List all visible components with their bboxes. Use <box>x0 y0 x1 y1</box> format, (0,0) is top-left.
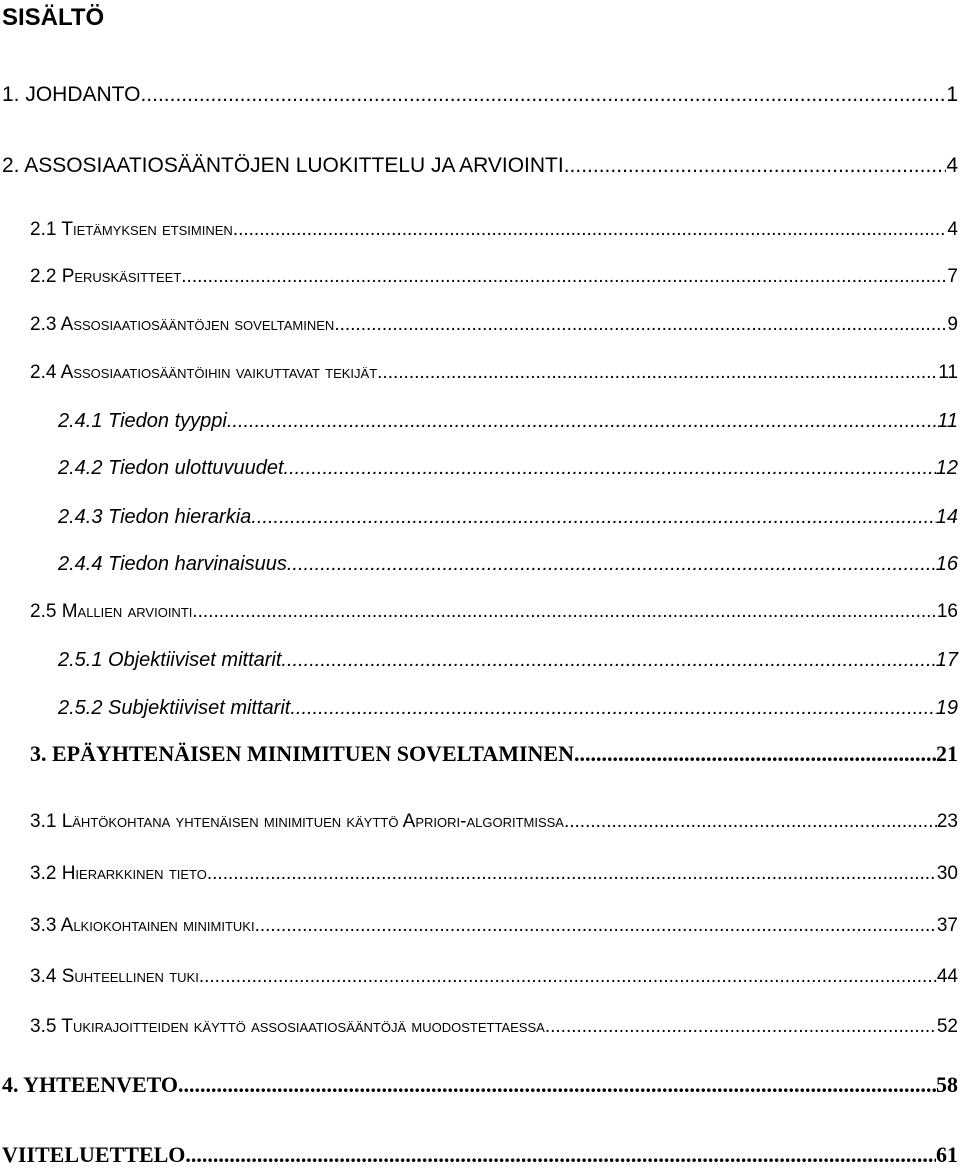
toc-entry-tukirajoitteet[interactable] <box>30 1012 958 1042</box>
toc-leader-dots <box>192 597 936 627</box>
toc-leader-dots <box>181 262 947 292</box>
toc-leader-dots <box>564 151 947 181</box>
toc-leader-dots <box>233 215 948 245</box>
toc-entry-page: 37 <box>936 915 958 936</box>
toc-entry-page: 17 <box>935 649 958 671</box>
toc-entry-page: 9 <box>947 314 958 335</box>
toc-entry-page: 1 <box>946 83 958 106</box>
toc-entry-title: VIITELUETTELO <box>2 1142 186 1167</box>
toc-entry-tietamyksen-etsiminen[interactable] <box>30 215 958 245</box>
toc-entry-title: 2.5.2 Subjektiiviset mittarit <box>58 697 291 719</box>
toc-entry-page: 4 <box>946 154 958 177</box>
toc-entry-page: 52 <box>936 1016 958 1037</box>
toc-entry-page: 58 <box>936 1072 958 1097</box>
toc-entry-suhteellinen-tuki[interactable] <box>30 962 958 992</box>
toc-entry-tiedon-harvinaisuus[interactable] <box>58 549 958 579</box>
toc-entry-apriori[interactable] <box>30 807 958 837</box>
toc-entry-title: 3.2 Hierarkkinen tieto <box>30 863 207 884</box>
toc-entry-page: 16 <box>935 553 958 575</box>
toc-entry-page: 21 <box>936 741 958 766</box>
toc-entry-title: 2.1 Tietämyksen etsiminen <box>30 219 233 240</box>
toc-entry-yhteenveto[interactable] <box>2 1070 958 1100</box>
toc-entry-page: 11 <box>937 410 958 432</box>
toc-entry-mallien-arviointi[interactable] <box>30 597 958 627</box>
toc-entry-title: 1. JOHDANTO <box>2 83 141 106</box>
toc-leader-dots <box>251 502 935 532</box>
toc-leader-dots <box>281 645 935 675</box>
toc-entry-alkiokohtainen-minimituki[interactable] <box>30 911 958 941</box>
toc-entry-page: 14 <box>935 506 958 528</box>
toc-entry-title: 2. ASSOSIAATIOSÄÄNTÖJEN LUOKITTELU JA ARVIOINTI <box>2 154 564 177</box>
toc-leader-dots <box>564 807 937 837</box>
toc-entry-title: 3.1 Lähtökohtana yhtenäisen minimituen käyttö Apriori-algoritmissa <box>30 811 564 832</box>
toc-entry-tiedon-hierarkia[interactable] <box>58 502 958 532</box>
toc-entry-title: 3. EPÄYHTENÄISEN MINIMITUEN SOVELTAMINEN <box>30 741 574 766</box>
toc-entry-viiteluettelo[interactable] <box>2 1140 958 1170</box>
toc-entry-title: 2.5 Mallien arviointi <box>30 601 193 622</box>
toc-entry-title: 2.5.1 Objektiiviset mittarit <box>58 649 282 671</box>
toc-entry-page: 11 <box>938 362 958 383</box>
toc-leader-dots <box>545 1012 937 1042</box>
toc-leader-dots <box>574 739 936 769</box>
toc-entry-title: 3.3 Alkiokohtainen minimituki <box>30 915 255 936</box>
toc-leader-dots <box>178 1070 936 1100</box>
toc-leader-dots <box>255 911 937 941</box>
toc-entry-title: 2.4.2 Tiedon ulottuvuudet <box>58 457 284 479</box>
toc-entry-hierarkkinen-tieto[interactable] <box>30 859 958 889</box>
toc-entry-luokittelu[interactable] <box>2 151 958 181</box>
toc-entry-title: 4. YHTEENVETO <box>2 1072 179 1097</box>
toc-entry-title: 2.4.1 Tiedon tyyppi <box>58 410 227 432</box>
toc-leader-dots <box>140 80 946 110</box>
toc-entry-objektiiviset-mittarit[interactable] <box>58 645 958 675</box>
toc-entry-title: 2.2 Peruskäsitteet <box>30 266 182 287</box>
toc-entry-page: 23 <box>936 811 958 832</box>
toc-entry-vaikuttavat-tekijat[interactable] <box>30 358 958 388</box>
toc-entry-page: 19 <box>935 697 958 719</box>
toc-entry-title: 2.3 Assosiaatiosääntöjen soveltaminen <box>30 314 335 335</box>
toc-leader-dots <box>227 406 937 436</box>
toc-entry-title: 2.4.3 Tiedon hierarkia <box>58 506 252 528</box>
toc-entry-title: 2.4.4 Tiedon harvinaisuus <box>58 553 287 575</box>
toc-entry-page: 16 <box>936 601 958 622</box>
toc-entry-tiedon-ulottuvuudet[interactable] <box>58 453 958 483</box>
toc-entry-page: 44 <box>936 966 958 987</box>
toc-entry-subjektiiviset-mittarit[interactable] <box>58 693 958 723</box>
toc-entry-peruskasitteet[interactable] <box>30 262 958 292</box>
page-title: SISÄLTÖ <box>2 4 105 31</box>
toc-leader-dots <box>199 962 937 992</box>
toc-entry-title: 2.4 Assosiaatiosääntöihin vaikuttavat tekijät <box>30 362 378 383</box>
toc-leader-dots <box>185 1140 936 1170</box>
toc-leader-dots <box>334 310 947 340</box>
toc-leader-dots <box>284 453 936 483</box>
toc-entry-title: 3.5 Tukirajoitteiden käyttö assosiaatiosääntöjä muodostettaessa <box>30 1016 545 1037</box>
toc-entry-page: 7 <box>947 266 958 287</box>
toc-entry-tiedon-tyyppi[interactable] <box>58 406 958 436</box>
toc-entry-epayhtenainen-minimituki[interactable] <box>30 739 958 769</box>
toc-entry-page: 4 <box>947 219 958 240</box>
toc-entry-johdanto[interactable] <box>2 80 958 110</box>
toc-entry-page: 30 <box>936 863 958 884</box>
toc-leader-dots <box>207 859 937 889</box>
toc-entry-soveltaminen[interactable] <box>30 310 958 340</box>
toc-entry-title: 3.4 Suhteellinen tuki <box>30 966 199 987</box>
toc-entry-page: 12 <box>935 457 958 479</box>
toc-leader-dots <box>290 693 935 723</box>
toc-leader-dots <box>287 549 936 579</box>
toc-leader-dots <box>377 358 938 388</box>
toc-entry-page: 61 <box>936 1142 958 1167</box>
